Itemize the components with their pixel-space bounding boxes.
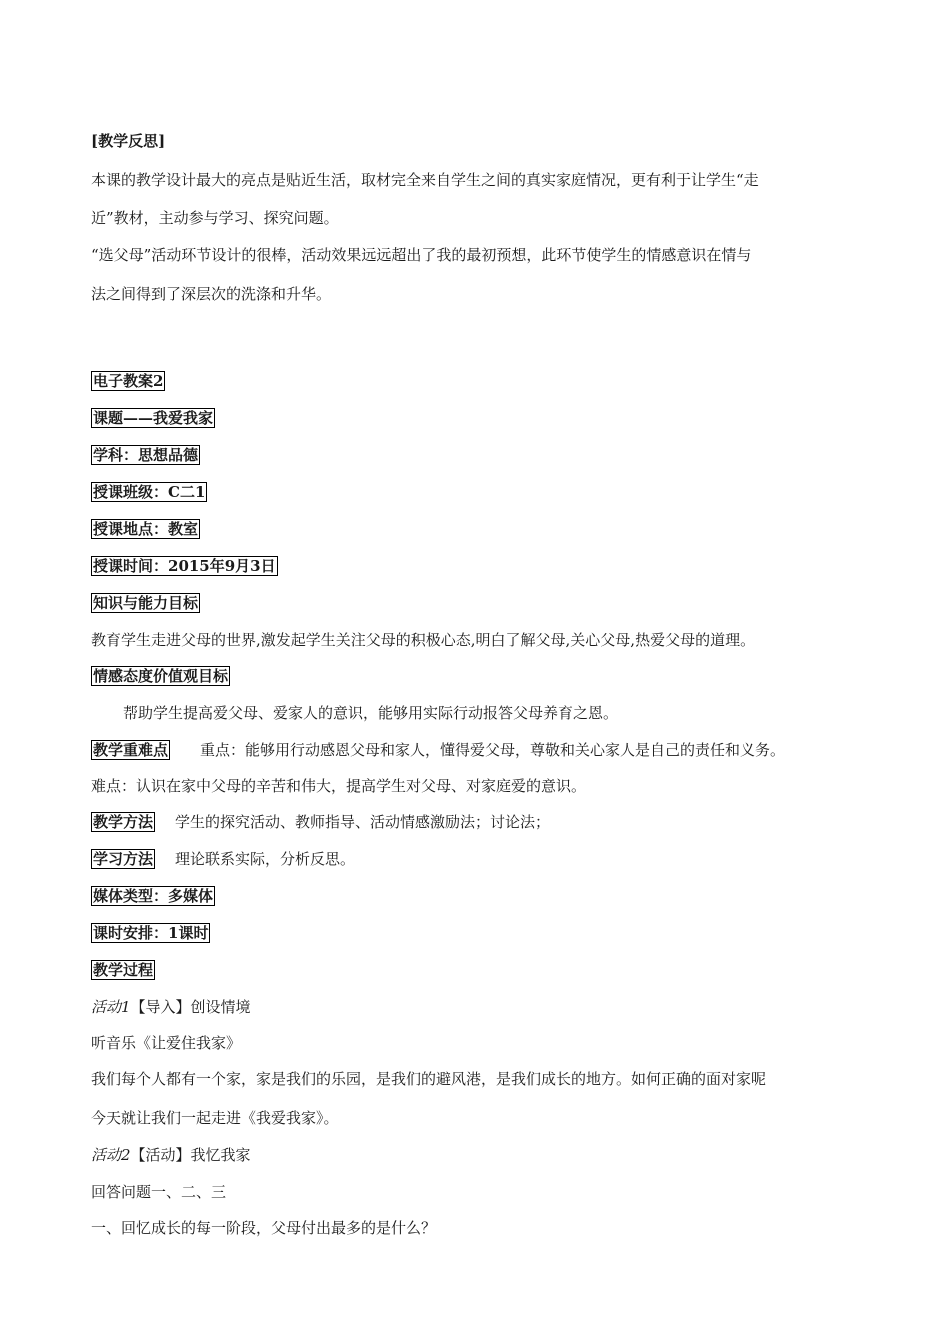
lesson-location: 授课地点：教室 xyxy=(93,520,199,538)
reflection-paragraph-1-line-2: 近”教材，主动参与学习、探究问题。 xyxy=(91,209,339,227)
schedule: 课时安排：1课时 xyxy=(93,924,209,942)
activity-2-title: 【活动】我忆我家 xyxy=(130,1146,251,1164)
key-points-text: 重点：能够用行动感恩父母和家人，懂得爱父母，尊敬和关心家人是自己的责任和义务。 xyxy=(200,741,786,759)
activity-1-label: 活动1 xyxy=(91,998,131,1016)
reflection-paragraph-2-line-1: “选父母”活动环节设计的很棒，活动效果远远超出了我的最初预想，此环节使学生的情感意识在情与 xyxy=(91,246,752,264)
knowledge-heading: 知识与能力目标 xyxy=(93,594,199,612)
process-heading: 教学过程 xyxy=(93,961,154,979)
teaching-method-text: 学生的探究活动、教师指导、活动情感激励法；讨论法； xyxy=(175,813,551,831)
activity-1-title: 【导入】创设情境 xyxy=(130,998,251,1016)
lesson-time: 授课时间：2015年9月3日 xyxy=(93,557,276,575)
activity-2-label: 活动2 xyxy=(91,1146,131,1164)
reflection-paragraph-1-line-1: 本课的教学设计最大的亮点是贴近生活，取材完全来自学生之间的真实家庭情况，更有利于让学生“走 xyxy=(91,171,759,189)
difficulty-text: 难点：认识在家中父母的辛苦和伟大，提高学生对父母、对家庭爱的意识。 xyxy=(91,777,587,795)
study-method-heading: 学习方法 xyxy=(93,850,154,868)
activity-2-heading xyxy=(91,1145,251,1165)
activity-1-heading xyxy=(91,997,251,1017)
lesson-topic: 课题——我爱我家 xyxy=(93,409,214,427)
emotion-heading: 情感态度价值观目标 xyxy=(93,667,229,685)
activity-1-line-2: 我们每个人都有一个家，家是我们的乐园，是我们的避风港，是我们成长的地方。如何正确的面对家呢 xyxy=(91,1070,767,1088)
activity-1-line-1: 听音乐《让爱住我家》 xyxy=(91,1034,242,1052)
reflection-paragraph-2-line-2: 法之间得到了深层次的洗涤和升华。 xyxy=(91,285,332,303)
reflection-title: [教学反思] xyxy=(91,132,166,150)
activity-2-line-2: 一、回忆成长的每一阶段，父母付出最多的是什么？ xyxy=(91,1219,437,1237)
lesson-title: 电子教案2 xyxy=(93,372,164,390)
lesson-subject: 学科：思想品德 xyxy=(93,446,199,464)
media-type: 媒体类型：多媒体 xyxy=(93,887,214,905)
activity-2-line-1: 回答问题一、二、三 xyxy=(91,1183,227,1201)
study-method-text: 理论联系实际，分析反思。 xyxy=(175,850,356,868)
teaching-method-row xyxy=(91,812,550,832)
lesson-class: 授课班级：C二1 xyxy=(93,483,206,501)
key-points-heading: 教学重难点 xyxy=(93,741,169,759)
knowledge-text: 教育学生走进父母的世界,激发起学生关注父母的积极心态,明白了解父母,关心父母,热爱父母的道理。 xyxy=(91,631,756,649)
key-points-row xyxy=(91,740,785,760)
activity-1-line-3: 今天就让我们一起走进《我爱我家》。 xyxy=(91,1109,339,1127)
teaching-method-heading: 教学方法 xyxy=(93,813,154,831)
study-method-row xyxy=(91,849,355,869)
emotion-text: 帮助学生提高爱父母、爱家人的意识，能够用实际行动报答父母养育之恩。 xyxy=(123,704,619,722)
